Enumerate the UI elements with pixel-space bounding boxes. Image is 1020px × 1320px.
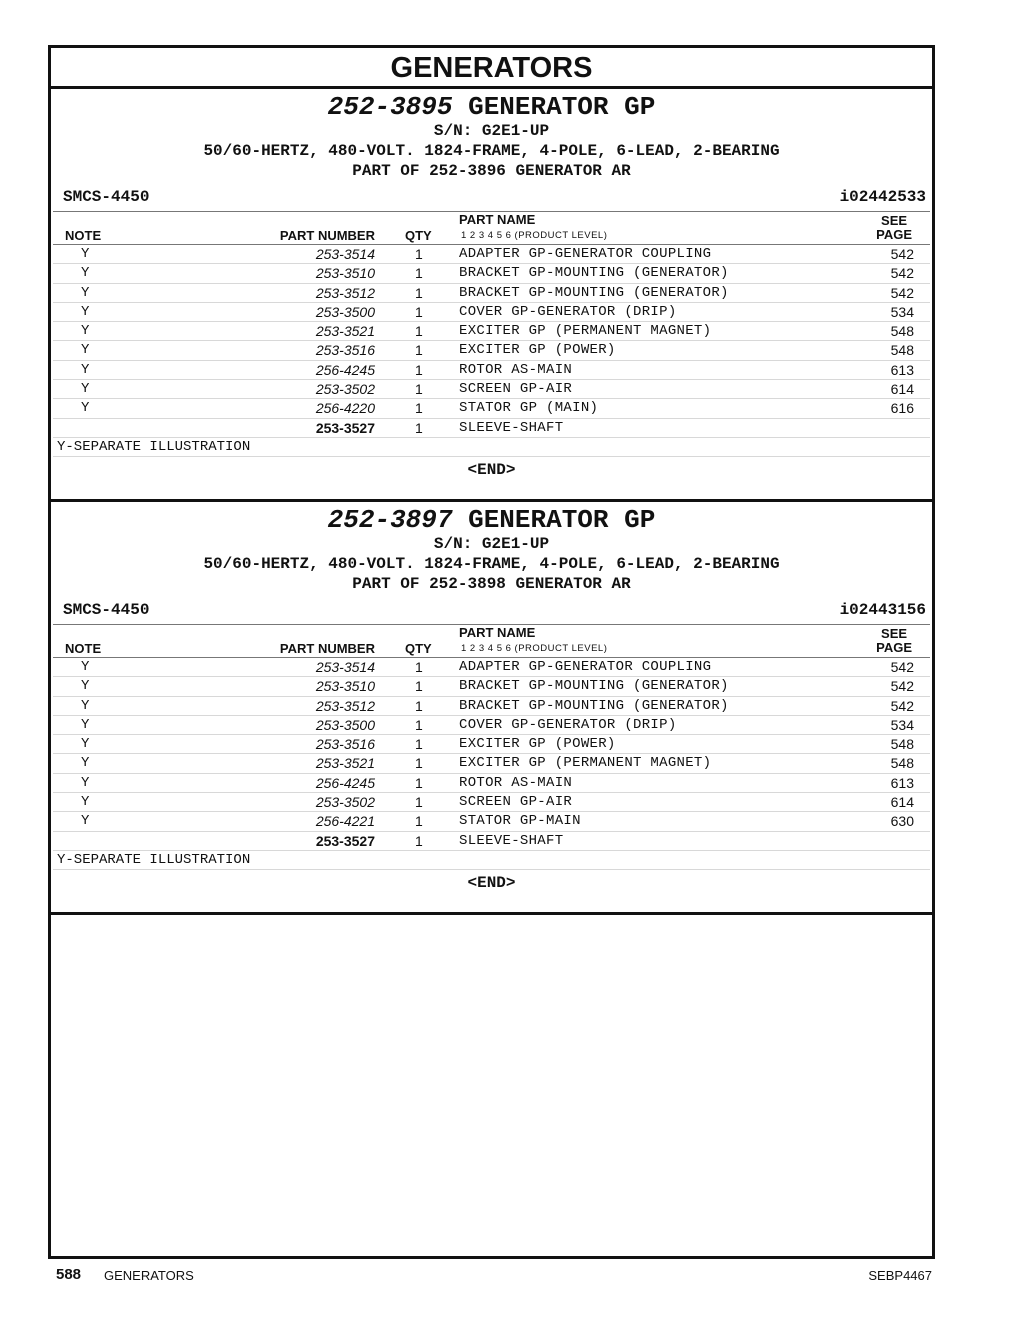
table-row xyxy=(53,677,930,696)
row-part-number[interactable]: 253-3521 xyxy=(315,323,375,340)
row-see-page[interactable]: 614 xyxy=(890,381,914,398)
row-qty: 1 xyxy=(415,400,423,417)
table-row xyxy=(53,658,930,677)
section-title xyxy=(51,504,932,536)
table-row xyxy=(53,245,930,264)
row-qty: 1 xyxy=(415,716,423,733)
table-row xyxy=(53,399,930,418)
row-part-name: COVER GP-GENERATOR (DRIP) xyxy=(459,716,677,733)
row-see-page[interactable]: 542 xyxy=(890,246,914,262)
row-part-name: EXCITER GP (POWER) xyxy=(459,736,616,753)
row-part-number[interactable]: 253-3527 xyxy=(315,832,375,849)
table-row xyxy=(53,284,930,303)
row-qty: 1 xyxy=(415,265,423,282)
row-part-name: COVER GP-GENERATOR (DRIP) xyxy=(459,303,677,320)
section-part-number[interactable]: 252-3895 xyxy=(327,92,453,122)
row-part-number[interactable]: 253-3500 xyxy=(315,716,375,733)
row-note: Y xyxy=(81,303,90,320)
table-row xyxy=(53,832,930,851)
row-part-number[interactable]: 256-4245 xyxy=(315,774,375,791)
table-row xyxy=(53,361,930,380)
table-row xyxy=(53,419,930,438)
row-part-name: ROTOR AS-MAIN xyxy=(459,361,573,378)
table-row xyxy=(53,774,930,793)
header-see: SEE xyxy=(881,626,908,641)
row-part-name: STATOR GP (MAIN) xyxy=(459,400,599,417)
row-part-name: SLEEVE-SHAFT xyxy=(459,419,564,436)
row-qty: 1 xyxy=(415,381,423,398)
header-page: PAGE xyxy=(876,640,912,655)
row-see-page[interactable]: 548 xyxy=(890,736,914,753)
page-number: 588 xyxy=(56,1266,82,1283)
header-note: NOTE xyxy=(65,228,102,243)
row-see-page[interactable]: 548 xyxy=(890,323,914,340)
row-part-number[interactable]: 256-4221 xyxy=(315,813,375,830)
smcs-code: SMCS-4450 xyxy=(63,188,150,206)
spec-line: 50/60-HERTZ, 480-VOLT. 1824-FRAME, 4-POLE, 6-LEAD, 2-BEARING xyxy=(203,142,780,160)
row-part-number[interactable]: 253-3512 xyxy=(315,697,375,714)
row-qty: 1 xyxy=(415,246,423,262)
table-body xyxy=(53,658,930,851)
row-note: Y xyxy=(81,400,90,417)
row-see-page[interactable]: 630 xyxy=(890,813,914,830)
row-see-page[interactable]: 542 xyxy=(890,697,914,714)
section-part-number[interactable]: 252-3897 xyxy=(327,505,453,535)
row-part-number[interactable]: 253-3514 xyxy=(315,659,375,675)
header-page: PAGE xyxy=(876,227,912,242)
table-body xyxy=(53,245,930,438)
row-see-page[interactable]: 548 xyxy=(890,342,914,359)
row-see-page[interactable]: 534 xyxy=(890,303,914,320)
table-row xyxy=(53,716,930,735)
row-part-name: ROTOR AS-MAIN xyxy=(459,774,573,791)
serial-number: S/N: G2E1-UP xyxy=(433,122,550,140)
row-qty: 1 xyxy=(415,284,423,301)
row-part-number[interactable]: 253-3521 xyxy=(315,755,375,772)
row-qty: 1 xyxy=(415,755,423,772)
header-product-levels: 1 2 3 4 5 6 (PRODUCT LEVEL) xyxy=(461,230,608,241)
row-qty: 1 xyxy=(415,303,423,320)
part-of-line: PART OF 252-3896 GENERATOR AR xyxy=(352,162,631,180)
row-see-page[interactable]: 616 xyxy=(890,400,914,417)
header-part-number: PART NUMBER xyxy=(279,228,375,243)
table-row xyxy=(53,264,930,283)
row-part-number[interactable]: 253-3516 xyxy=(315,736,375,753)
row-qty: 1 xyxy=(415,697,423,714)
row-note: Y xyxy=(81,381,90,398)
header-see-page xyxy=(876,214,912,242)
serial-number: S/N: G2E1-UP xyxy=(433,535,550,553)
row-part-name: SCREEN GP-AIR xyxy=(459,794,573,811)
row-part-number[interactable]: 253-3510 xyxy=(315,678,375,695)
row-part-number[interactable]: 253-3510 xyxy=(315,265,375,282)
row-part-name: BRACKET GP-MOUNTING (GENERATOR) xyxy=(459,284,729,301)
row-see-page[interactable]: 613 xyxy=(890,361,914,378)
row-part-name: EXCITER GP (PERMANENT MAGNET) xyxy=(459,323,712,340)
document-id: SEBP4467 xyxy=(868,1268,932,1283)
row-see-page[interactable]: 542 xyxy=(890,678,914,695)
header-part-name: PART NAME xyxy=(459,212,536,227)
row-note: Y xyxy=(81,361,90,378)
row-part-number[interactable]: 253-3516 xyxy=(315,342,375,359)
row-part-number[interactable]: 256-4245 xyxy=(315,361,375,378)
row-part-name: BRACKET GP-MOUNTING (GENERATOR) xyxy=(459,678,729,695)
row-part-name: EXCITER GP (PERMANENT MAGNET) xyxy=(459,755,712,772)
header-note: NOTE xyxy=(65,641,102,656)
illustration-id: i02442533 xyxy=(839,188,926,206)
parts-table xyxy=(53,624,930,896)
table-row xyxy=(53,735,930,754)
section-generator-gp-1 xyxy=(51,89,932,502)
row-qty: 1 xyxy=(415,736,423,753)
row-note: Y xyxy=(81,342,90,359)
header-part-number: PART NUMBER xyxy=(279,641,375,656)
row-part-name: EXCITER GP (POWER) xyxy=(459,342,616,359)
spec-line: 50/60-HERTZ, 480-VOLT. 1824-FRAME, 4-POLE, 6-LEAD, 2-BEARING xyxy=(203,555,780,573)
footnote: Y-SEPARATE ILLUSTRATION xyxy=(53,851,930,870)
smcs-code: SMCS-4450 xyxy=(63,601,150,619)
row-part-number[interactable]: 253-3502 xyxy=(315,381,375,398)
section-title-text: GENERATOR GP xyxy=(468,505,656,535)
row-part-name: ADAPTER GP-GENERATOR COUPLING xyxy=(459,246,712,262)
row-part-number[interactable]: 256-4220 xyxy=(315,400,375,417)
row-qty: 1 xyxy=(415,323,423,340)
footnote: Y-SEPARATE ILLUSTRATION xyxy=(53,438,930,457)
row-qty: 1 xyxy=(415,794,423,811)
row-note: Y xyxy=(81,794,90,811)
page-title: GENERATORS xyxy=(51,48,932,89)
row-note: Y xyxy=(81,774,90,791)
table-row xyxy=(53,812,930,831)
row-qty: 1 xyxy=(415,832,423,849)
row-part-number[interactable]: 253-3527 xyxy=(315,419,375,436)
table-row xyxy=(53,697,930,716)
row-part-name: STATOR GP-MAIN xyxy=(459,813,581,830)
end-marker: <END> xyxy=(467,461,516,480)
row-see-page[interactable]: 534 xyxy=(890,716,914,733)
page-frame xyxy=(48,45,935,1259)
row-part-number[interactable]: 253-3502 xyxy=(315,794,375,811)
row-qty: 1 xyxy=(415,419,423,436)
row-qty: 1 xyxy=(415,659,423,675)
row-part-name: SLEEVE-SHAFT xyxy=(459,832,564,849)
illustration-id: i02443156 xyxy=(839,601,926,619)
row-qty: 1 xyxy=(415,813,423,830)
table-header xyxy=(53,625,930,658)
row-see-page[interactable]: 548 xyxy=(890,755,914,772)
row-see-page[interactable]: 613 xyxy=(890,774,914,791)
section-title-text: GENERATOR GP xyxy=(468,92,656,122)
table-row xyxy=(53,303,930,322)
row-part-name: BRACKET GP-MOUNTING (GENERATOR) xyxy=(459,265,729,282)
row-note: Y xyxy=(81,755,90,772)
parts-table xyxy=(53,211,930,483)
row-see-page[interactable]: 542 xyxy=(890,265,914,282)
row-note: Y xyxy=(81,678,90,695)
row-see-page[interactable]: 542 xyxy=(890,284,914,301)
row-see-page[interactable]: 542 xyxy=(890,659,914,675)
row-note: Y xyxy=(81,246,90,262)
row-note: Y xyxy=(81,284,90,301)
page-footer xyxy=(56,1266,932,1286)
table-row xyxy=(53,793,930,812)
row-qty: 1 xyxy=(415,678,423,695)
row-note: Y xyxy=(81,813,90,830)
row-part-name: ADAPTER GP-GENERATOR COUPLING xyxy=(459,659,712,675)
section-generator-gp-2 xyxy=(51,502,932,915)
header-qty: QTY xyxy=(405,641,432,656)
footer-section: GENERATORS xyxy=(104,1268,194,1283)
header-see: SEE xyxy=(881,213,908,228)
row-qty: 1 xyxy=(415,361,423,378)
header-qty: QTY xyxy=(405,228,432,243)
row-qty: 1 xyxy=(415,774,423,791)
row-note: Y xyxy=(81,716,90,733)
row-part-name: SCREEN GP-AIR xyxy=(459,381,573,398)
row-qty: 1 xyxy=(415,342,423,359)
row-note: Y xyxy=(81,323,90,340)
row-part-number[interactable]: 253-3514 xyxy=(315,246,375,262)
row-note: Y xyxy=(81,265,90,282)
table-row xyxy=(53,754,930,773)
header-product-levels: 1 2 3 4 5 6 (PRODUCT LEVEL) xyxy=(461,643,608,654)
part-of-line: PART OF 252-3898 GENERATOR AR xyxy=(352,575,631,593)
row-note: Y xyxy=(81,697,90,714)
end-marker: <END> xyxy=(467,874,516,893)
row-see-page[interactable]: 614 xyxy=(890,794,914,811)
row-note: Y xyxy=(81,659,90,675)
section-title xyxy=(51,91,932,123)
row-part-number[interactable]: 253-3512 xyxy=(315,284,375,301)
header-part-name: PART NAME xyxy=(459,625,536,640)
table-row xyxy=(53,341,930,360)
row-part-name: BRACKET GP-MOUNTING (GENERATOR) xyxy=(459,697,729,714)
header-see-page xyxy=(876,627,912,655)
row-note: Y xyxy=(81,736,90,753)
table-row xyxy=(53,322,930,341)
table-row xyxy=(53,380,930,399)
row-part-number[interactable]: 253-3500 xyxy=(315,303,375,320)
table-header xyxy=(53,212,930,245)
